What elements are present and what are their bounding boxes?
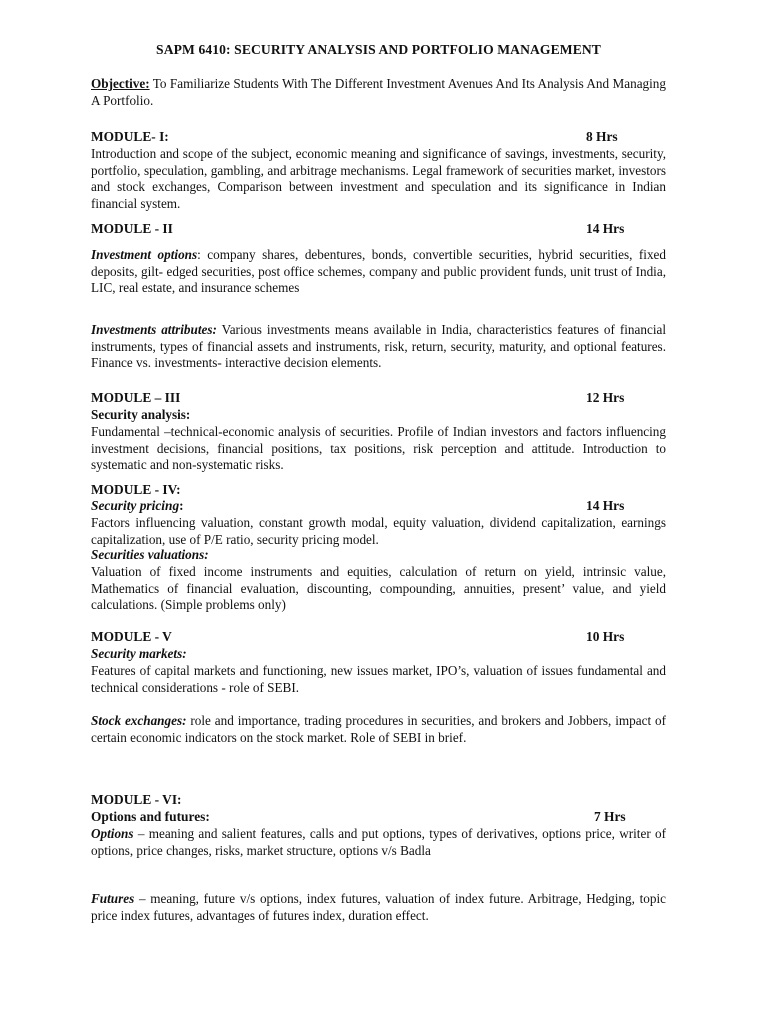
module-6-hours: 7 Hrs xyxy=(594,809,626,824)
module-2-attributes-text: Various investments means available in India, characteristics features of financial instruments, types of financial assets and instruments, risk, return, security, maturity, and optional features. Finance vs. investments- interactive decision elements. xyxy=(91,322,666,370)
module-3-heading: MODULE – III xyxy=(91,390,181,405)
module-1-text: Introduction and scope of the subject, economic meaning and significance of savings, investments, security, portfolio, speculation, gambling, and arbitrage mechanisms. Legal framework of securities market, investors and stock exchanges, Comparison between investment and speculation and its significance in Indian financial system. xyxy=(91,146,666,211)
module-2-options-text: : company shares, debentures, bonds, convertible securities, hybrid securities, fixed deposits, gilt- edged securities, post office schemes, company and public provident funds, unit trust of India, LIC, real estate, and insurance schemes xyxy=(91,247,666,295)
module-5-header xyxy=(91,629,666,646)
module-4-valuation-label: Securities valuations: xyxy=(91,547,209,562)
module-2-attributes-paragraph xyxy=(91,322,666,372)
module-4-pricing-header xyxy=(91,498,666,515)
module-2-options-paragraph xyxy=(91,247,666,297)
module-4-heading: MODULE - IV: xyxy=(91,482,181,497)
objective-paragraph xyxy=(91,76,666,109)
module-6-sub-header xyxy=(91,809,666,826)
module-1-heading: MODULE- I: xyxy=(91,129,169,144)
module-6-options-label: Options xyxy=(91,826,134,841)
module-2-attributes-label: Investments attributes: xyxy=(91,322,217,337)
module-5-exchanges-paragraph xyxy=(91,713,666,746)
module-6-subheading: Options and futures: xyxy=(91,809,210,824)
module-3-subheading: Security analysis: xyxy=(91,407,191,422)
module-4-header xyxy=(91,482,666,499)
module-5-markets-text: Features of capital markets and functioning, new issues market, IPO’s, valuation of issues fundamental and technical considerations - role of SEBI. xyxy=(91,663,666,695)
module-5-exchanges-text: role and importance, trading procedures in securities, and brokers and Jobbers, impact of certain economic indicators on the stock market. Role of SEBI in brief. xyxy=(91,713,666,745)
objective-text: To Familiarize Students With The Different Investment Avenues And Its Analysis And Managing A Portfolio. xyxy=(91,76,666,108)
module-3-text: Fundamental –technical-economic analysis of securities. Profile of Indian investors and factors influencing investment decisions, financial positions, tax positions, risk perception and attitude. Introduction to systematic and non-systematic risks. xyxy=(91,424,666,472)
module-5-heading: MODULE - V xyxy=(91,629,172,644)
module-6-heading: MODULE - VI: xyxy=(91,792,182,807)
module-6-futures-text: – meaning, future v/s options, index futures, valuation of index future. Arbitrage, Hedging, topic price index futures, advantages of futures index, duration effect. xyxy=(91,891,666,923)
module-2-heading: MODULE - II xyxy=(91,221,173,236)
module-1-header xyxy=(91,129,666,146)
module-6-options-text: – meaning and salient features, calls and put options, types of derivatives, options price, writer of options, price changes, risks, market structure, options v/s Badla xyxy=(91,826,666,858)
module-5-markets-label: Security markets: xyxy=(91,646,187,661)
module-4-pricing-colon: : xyxy=(179,498,184,513)
objective-label: Objective: xyxy=(91,76,150,91)
module-4-pricing-label: Security pricing xyxy=(91,498,180,513)
module-2-hours: 14 Hrs xyxy=(586,221,625,236)
module-5-exchanges-label: Stock exchanges: xyxy=(91,713,187,728)
module-4-pricing-heading xyxy=(91,498,184,515)
module-6-header xyxy=(91,792,666,809)
module-5-hours: 10 Hrs xyxy=(586,629,625,644)
module-6-futures-label: Futures xyxy=(91,891,135,906)
module-6-futures-paragraph xyxy=(91,891,666,924)
module-1-hours: 8 Hrs xyxy=(586,129,618,144)
module-3-header xyxy=(91,390,666,407)
module-3-hours: 12 Hrs xyxy=(586,390,625,405)
module-4-valuation-text: Valuation of fixed income instruments and equities, calculation of return on yield, intrinsic value, Mathematics of financial evaluation, discounting, compounding, annuities, present’ value, and yield calculations. (Simple problems only) xyxy=(91,564,666,612)
syllabus-page xyxy=(91,0,666,1024)
module-2-options-label: Investment options xyxy=(91,247,198,262)
module-4-pricing-text: Factors influencing valuation, constant growth modal, equity valuation, dividend capitalization, earnings capitalization, use of P/E ratio, security pricing model. xyxy=(91,515,666,547)
module-2-header xyxy=(91,221,666,238)
module-6-options-paragraph xyxy=(91,826,666,859)
module-4-hours: 14 Hrs xyxy=(586,498,625,513)
document-title: SAPM 6410: SECURITY ANALYSIS AND PORTFOLIO MANAGEMENT xyxy=(156,42,601,57)
